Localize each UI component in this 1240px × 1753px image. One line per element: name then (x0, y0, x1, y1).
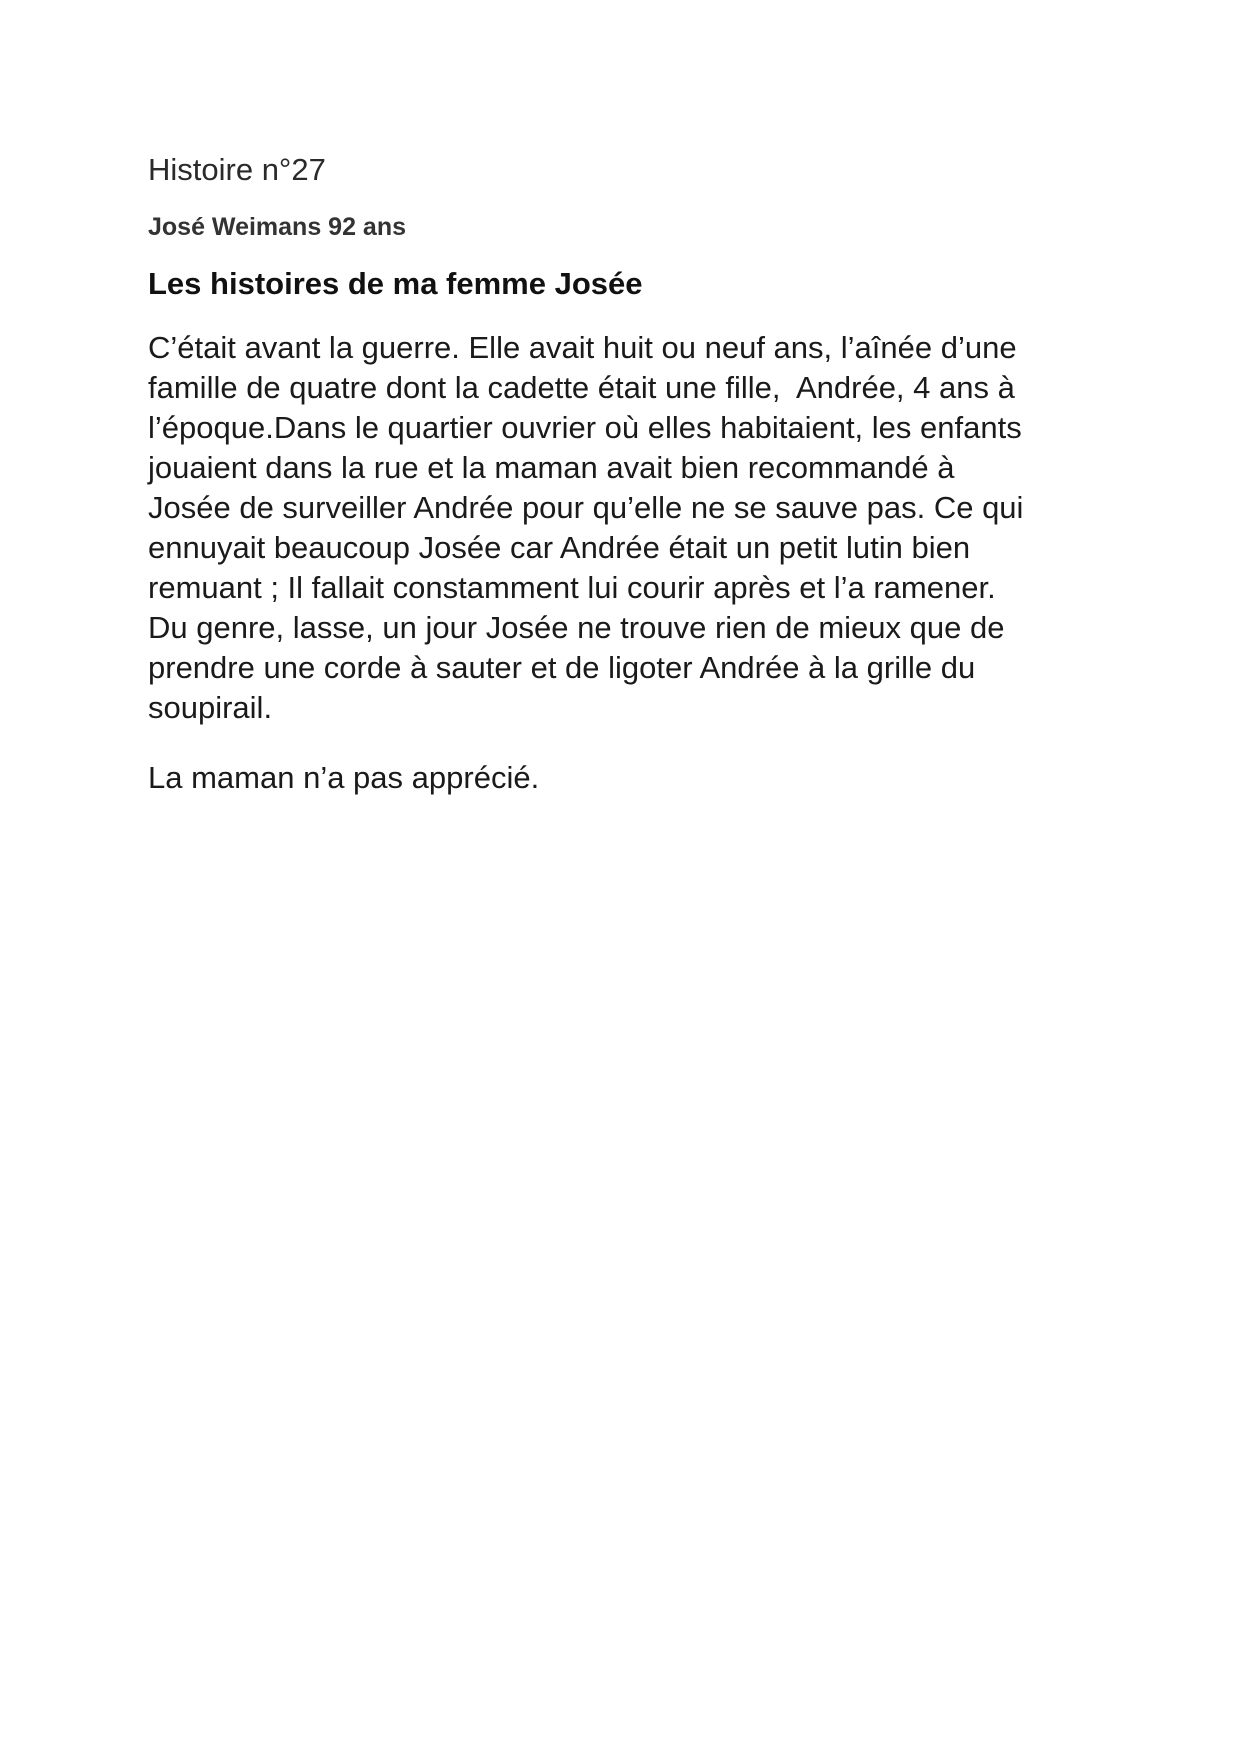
body-line: prendre une corde à sauter et de ligoter Andrée à la grille du (148, 650, 976, 685)
body-line: Du genre, lasse, un jour Josée ne trouve rien de mieux que de (148, 610, 1005, 645)
body-line: remuant ; Il fallait constamment lui courir après et l’a ramener. (148, 570, 996, 605)
story-body (148, 328, 1023, 728)
author-line: José Weimans 92 ans (148, 213, 407, 241)
body-line: famille de quatre dont la cadette était une fille, Andrée, 4 ans à (148, 370, 1015, 405)
body-line: C’était avant la guerre. Elle avait huit ou neuf ans, l’aînée d’une (148, 330, 1017, 365)
body-line: l’époque.Dans le quartier ouvrier où elles habitaient, les enfants (148, 410, 1022, 445)
story-title: Les histoires de ma femme Josée (148, 266, 643, 301)
body-line: ennuyait beaucoup Josée car Andrée était un petit lutin bien (148, 530, 971, 565)
story-number: Histoire n°27 (148, 152, 326, 187)
closing-paragraph: La maman n’a pas apprécié. (148, 760, 540, 795)
body-line: Josée de surveiller Andrée pour qu’elle ne se sauve pas. Ce qui (148, 490, 1024, 525)
body-line: soupirail. (148, 690, 273, 725)
body-line: jouaient dans la rue et la maman avait bien recommandé à (148, 450, 955, 485)
